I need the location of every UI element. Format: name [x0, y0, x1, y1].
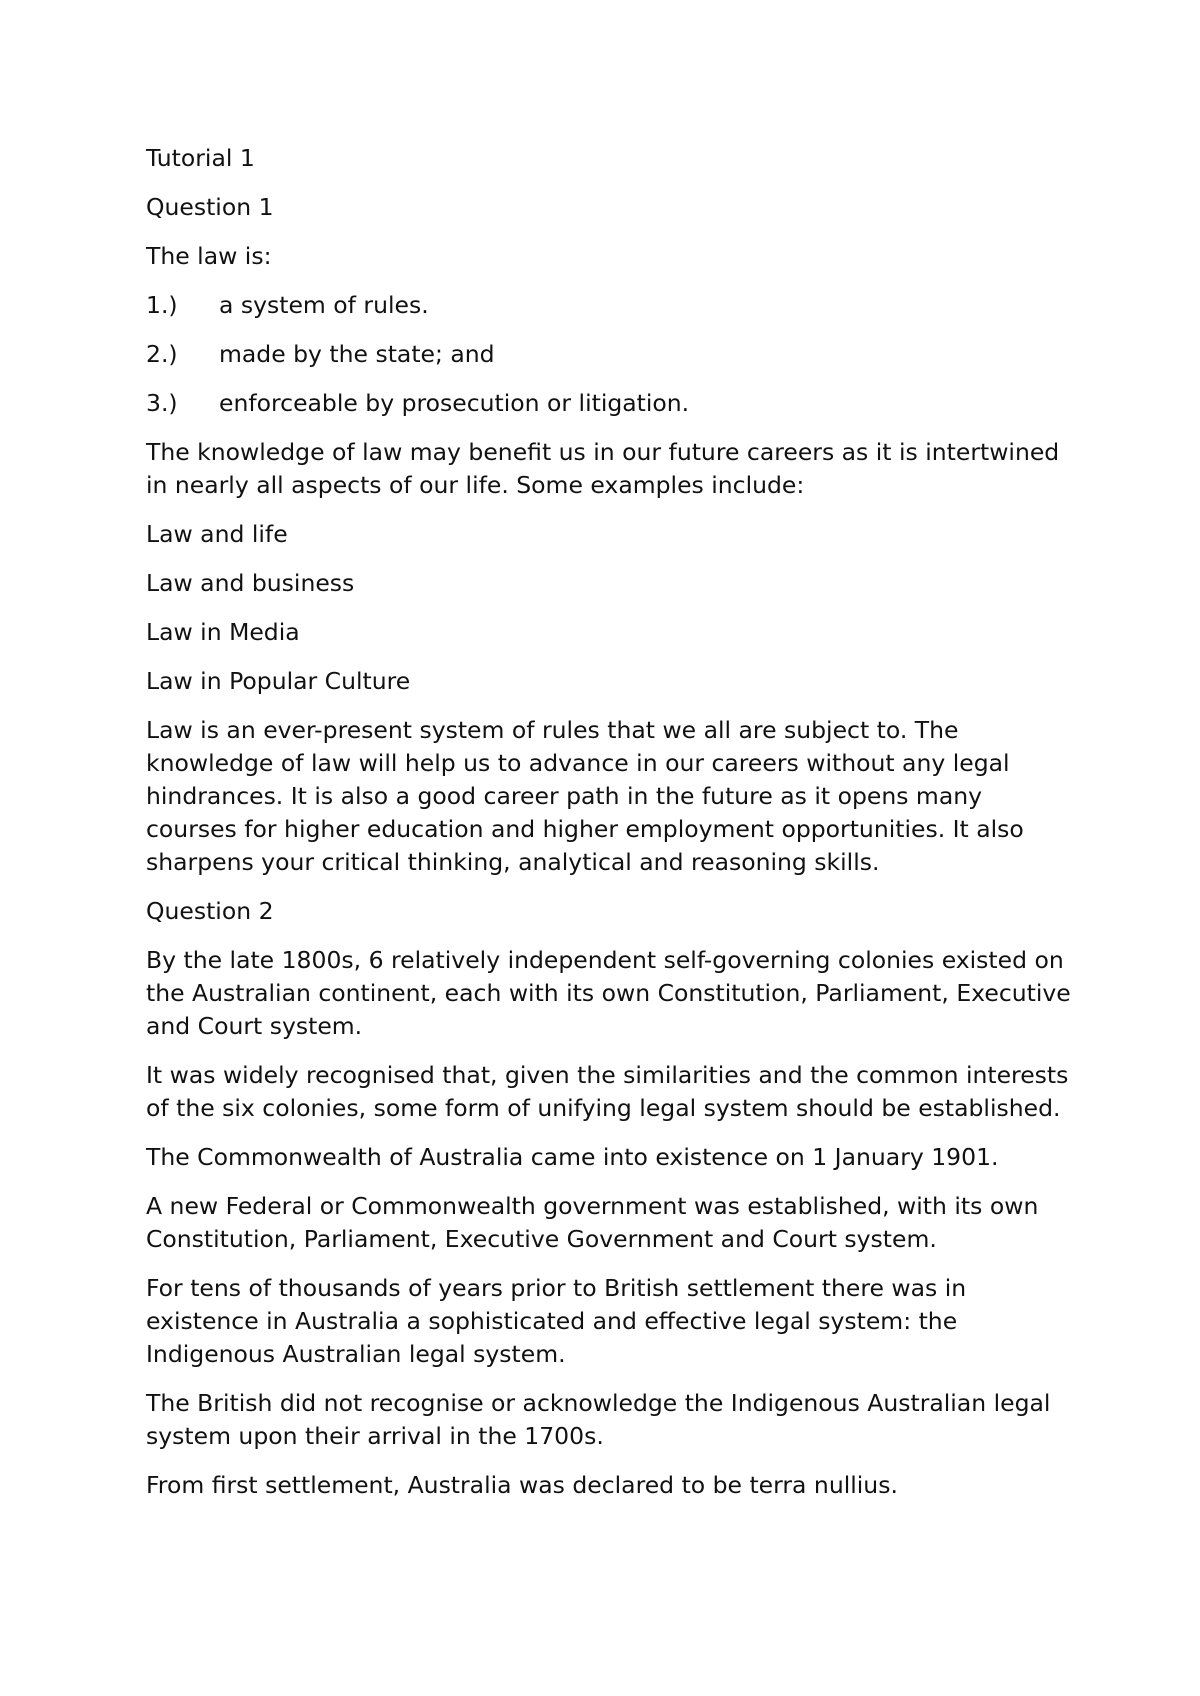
knowledge-paragraph: The knowledge of law may benefit us in our future careers as it is intertwined in nearly all aspects of our life. Some examples include:: [146, 438, 1060, 499]
example-item: Law and life: [146, 520, 288, 548]
closing-paragraph: Law is an ever-present system of rules that we all are subject to. The knowledge of law will help us to advance in our careers without any legal hindrances. It is also a good career path in the future as it opens many courses for higher education and higher employment opportunities. It also sharpens your critical thinking, analytical and reasoning skills.: [146, 716, 1024, 876]
list-item-number: 3.): [146, 389, 178, 417]
document-body: [146, 142, 1076, 1518]
question-2-paragraph: For tens of thousands of years prior to British settlement there was in existence in Australia a sophisticated and effective legal system: the Indigenous Australian legal system.: [146, 1274, 967, 1368]
list-item-text: a system of rules.: [219, 291, 429, 319]
question-2-title: Question 2: [146, 897, 274, 925]
question-2-paragraph: A new Federal or Commonwealth government was established, with its own Constitution, Parliament, Executive Government and Court system.: [146, 1192, 1039, 1253]
list-item: [146, 289, 1076, 322]
question-1-intro: The law is:: [146, 242, 272, 270]
document-heading: Tutorial 1: [146, 144, 255, 172]
list-item: [146, 338, 1076, 371]
example-item: Law in Popular Culture: [146, 667, 411, 695]
question-1-title: Question 1: [146, 193, 274, 221]
list-item-number: 2.): [146, 340, 178, 368]
question-2-paragraph: From first settlement, Australia was declared to be terra nullius.: [146, 1471, 898, 1499]
list-item-text: made by the state; and: [219, 340, 495, 368]
example-item: Law and business: [146, 569, 355, 597]
list-item-number: 1.): [146, 291, 178, 319]
question-2-paragraph: By the late 1800s, 6 relatively independent self-governing colonies existed on the Australian continent, each with its own Constitution, Parliament, Executive and Court system.: [146, 946, 1071, 1040]
question-2-paragraph: The British did not recognise or acknowledge the Indigenous Australian legal system upon their arrival in the 1700s.: [146, 1389, 1051, 1450]
list-item: [146, 387, 1076, 420]
question-2-paragraph: It was widely recognised that, given the similarities and the common interests of the six colonies, some form of unifying legal system should be established.: [146, 1061, 1069, 1122]
example-item: Law in Media: [146, 618, 300, 646]
question-2-paragraph: The Commonwealth of Australia came into existence on 1 January 1901.: [146, 1143, 999, 1171]
list-item-text: enforceable by prosecution or litigation.: [219, 389, 690, 417]
